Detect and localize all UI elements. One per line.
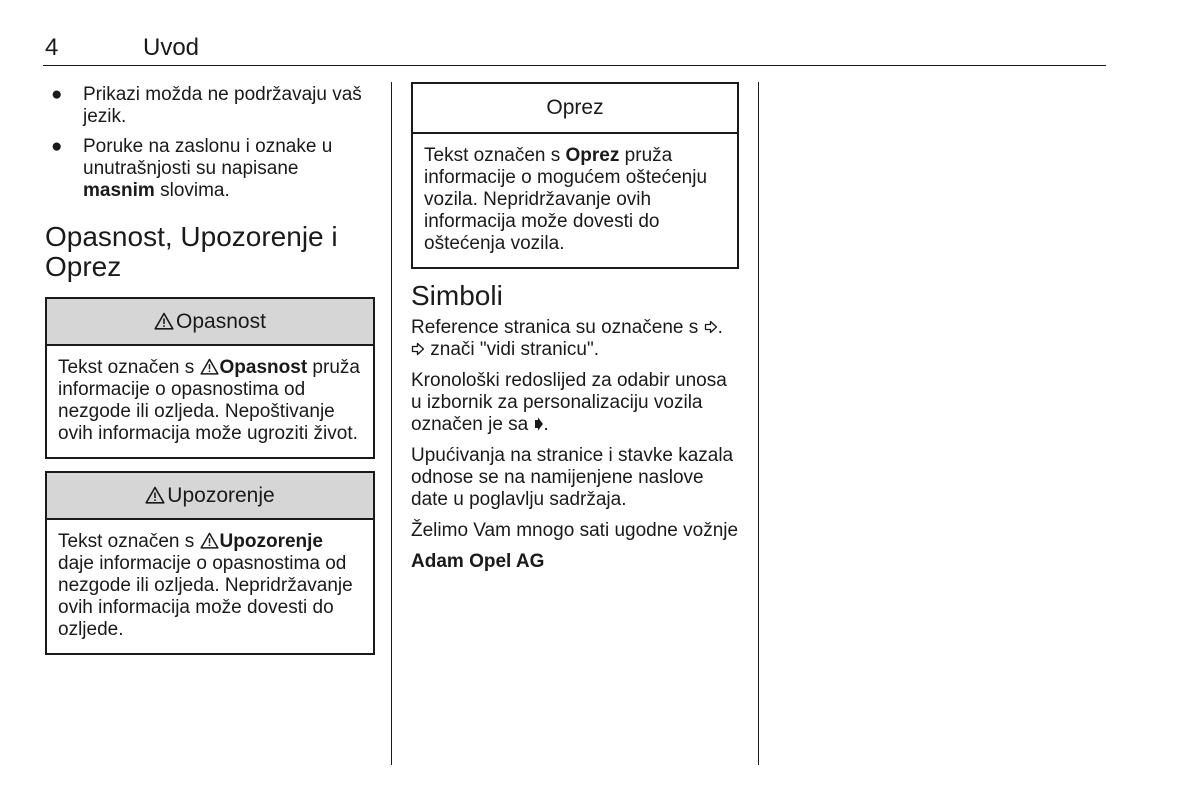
page-number: 4 <box>45 34 59 61</box>
page-reference-arrow-icon <box>411 342 425 356</box>
section-heading: Opasnost, Upozorenje i Oprez <box>45 221 338 282</box>
list-item <box>45 84 375 128</box>
caution-box-header <box>413 84 737 134</box>
danger-box-body <box>47 346 373 457</box>
header-rule <box>43 65 1106 66</box>
warning-triangle-icon <box>154 312 174 330</box>
bullet-marker: ● <box>51 84 63 105</box>
paragraph <box>411 520 739 542</box>
warning-triangle-icon <box>145 486 165 504</box>
warning-box-title: Upozorenje <box>167 484 275 507</box>
caution-box-body <box>413 134 737 267</box>
chapter-title: Uvod <box>143 34 200 61</box>
paragraph-text: znači "vidi stranicu". <box>425 339 599 360</box>
paragraph <box>411 370 739 436</box>
danger-box-title: Opasnost <box>176 310 266 333</box>
paragraph-text: . <box>717 317 723 338</box>
section-heading: Simboli <box>411 280 503 311</box>
box-text: Tekst označen s <box>424 145 566 166</box>
warning-box-body <box>47 520 373 653</box>
menu-step-arrow-icon <box>534 417 544 431</box>
signature: Adam Opel AG <box>411 551 545 572</box>
box-text: Tekst označen s <box>58 357 200 378</box>
danger-box-header <box>47 299 373 346</box>
paragraph <box>411 317 739 361</box>
bold-word: Upozorenje <box>219 531 323 552</box>
warning-triangle-icon <box>200 532 219 549</box>
bullet-text-end: slovima. <box>154 180 230 201</box>
bold-word: Oprez <box>565 145 620 166</box>
warning-triangle-icon <box>200 358 219 375</box>
paragraph-text: Reference stranica su označene s <box>411 317 704 338</box>
box-text: Tekst označen s <box>58 531 200 552</box>
column-divider-right <box>758 82 759 765</box>
warning-box <box>45 471 375 655</box>
page-reference-arrow-icon <box>704 320 718 334</box>
paragraph-text: Kronološki redoslijed za odabir unosa u izbornik za personalizaciju vozila označen je sa <box>411 370 727 435</box>
warning-box-header <box>47 473 373 520</box>
caution-box <box>411 82 739 269</box>
paragraph-text: Želimo Vam mnogo sati ugodne vožnje <box>411 520 739 541</box>
bold-word: Opasnost <box>219 357 308 378</box>
paragraph <box>411 445 739 511</box>
bold-word: masnim <box>83 180 155 201</box>
bullet-marker: ● <box>51 136 63 157</box>
left-column <box>45 84 375 655</box>
list-item <box>45 136 375 202</box>
column-divider-left <box>391 82 392 765</box>
danger-box <box>45 297 375 459</box>
box-text-end: pruža informacije o opasnostima od nezgode ili ozljeda. Nepoštivanje ovih informacija može ugroziti život. <box>58 357 360 444</box>
box-text-end: pruža informacije o mogućem oštećenju vozila. Nepridržavanje ovih informacija može dovesti do oštećenja vozila. <box>424 145 708 254</box>
box-text-end: daje informacije o opasnostima od nezgode ili ozljeda. Nepridržavanje ovih informacija može dovesti do ozljede. <box>58 553 353 640</box>
bullet-text: Poruke na zaslonu i oznake u unutrašnjosti su napisane <box>83 136 333 179</box>
caution-box-title: Oprez <box>546 96 604 119</box>
middle-column <box>411 82 739 573</box>
bullet-text: Prikazi možda ne podržavaju vaš jezik. <box>83 84 362 127</box>
paragraph-text: . <box>543 414 549 435</box>
paragraph-text: Upućivanja na stranice i stavke kazala odnose se na namijenjene naslove date u poglavlju sadržaja. <box>411 445 734 510</box>
bullet-list <box>45 84 375 202</box>
